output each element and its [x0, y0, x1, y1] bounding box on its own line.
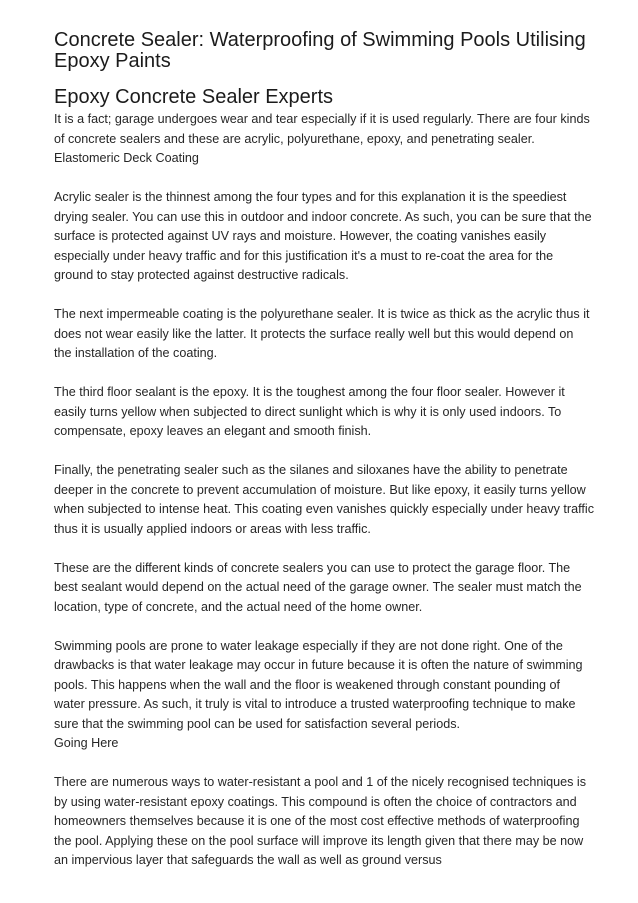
body-paragraph — [54, 637, 594, 754]
body-paragraph: The next impermeable coating is the polyurethane sealer. It is twice as thick as the acrylic thus it does not wear easily like the latter. It protects the surface really well but this would depend on the installation of the coating. — [54, 307, 590, 360]
paragraph-text: It is a fact; garage undergoes wear and tear especially if it is used regularly. There are four kinds of concrete sealers and these are acrylic, polyurethane, epoxy, and penetrating sealer. — [54, 112, 590, 146]
paragraph-text: Swimming pools are prone to water leakage especially if they are not done right. One of the drawbacks is that water leakage may occur in future because it is often the nature of swimming pools. This happens when the wall and the floor is weakened through constant pounding of water pressure. As such, it truly is vital to introduce a trusted waterproofing technique to make sure that the swimming pool can be used for satisfaction several periods. — [54, 638, 583, 731]
document-page — [54, 30, 594, 871]
body-paragraph: The third floor sealant is the epoxy. It is the toughest among the four floor sealer. However it easily turns yellow when subjected to direct sunlight which is why it is only used indoors. To compensate, epoxy leaves an elegant and smooth finish. — [54, 385, 565, 438]
body-paragraph: These are the different kinds of concrete sealers you can use to protect the garage floor. The best sealant would depend on the actual need of the garage owner. The sealer must match the location, type of concrete, and the actual need of the home owner. — [54, 560, 582, 614]
body-paragraph: There are numerous ways to water-resistant a pool and 1 of the nicely recognised techniques is by using water-resistant epoxy coatings. This compound is often the choice of contractors and homeowners themselves because it is one of the most cost effective methods of waterproofing the pool. Applying these on the pool surface will improve its length given that there may be now an impervious layer that safeguards the wall as well as ground versus — [54, 775, 587, 867]
paragraph-link[interactable]: Elastomeric Deck Coating — [54, 151, 199, 165]
body-paragraph: Acrylic sealer is the thinnest among the four types and for this explanation it is the speediest drying sealer. You can use this in outdoor and indoor concrete. As such, you can be sure that the surface is protected against UV rays and moisture. However, the coating vanishes easily especially under heavy traffic and for this justification it's a must to re-coat the area for the ground to stay protected against destructive radicals. — [54, 190, 592, 282]
document-title: Concrete Sealer: Waterproofing of Swimming Pools Utilising Epoxy Paints — [54, 29, 586, 72]
body-paragraph — [54, 110, 594, 169]
paragraph-link[interactable]: Going Here — [54, 736, 119, 750]
document-subtitle: Epoxy Concrete Sealer Experts — [54, 86, 334, 108]
body-paragraph: Finally, the penetrating sealer such as the silanes and siloxanes have the ability to penetrate deeper in the concrete to prevent accumulation of moisture. But like epoxy, it easily turns yellow when subjected to intense heat. This coating even vanishes quickly especially under heavy traffic thus it is usually applied indoors or areas with less traffic. — [54, 463, 594, 536]
